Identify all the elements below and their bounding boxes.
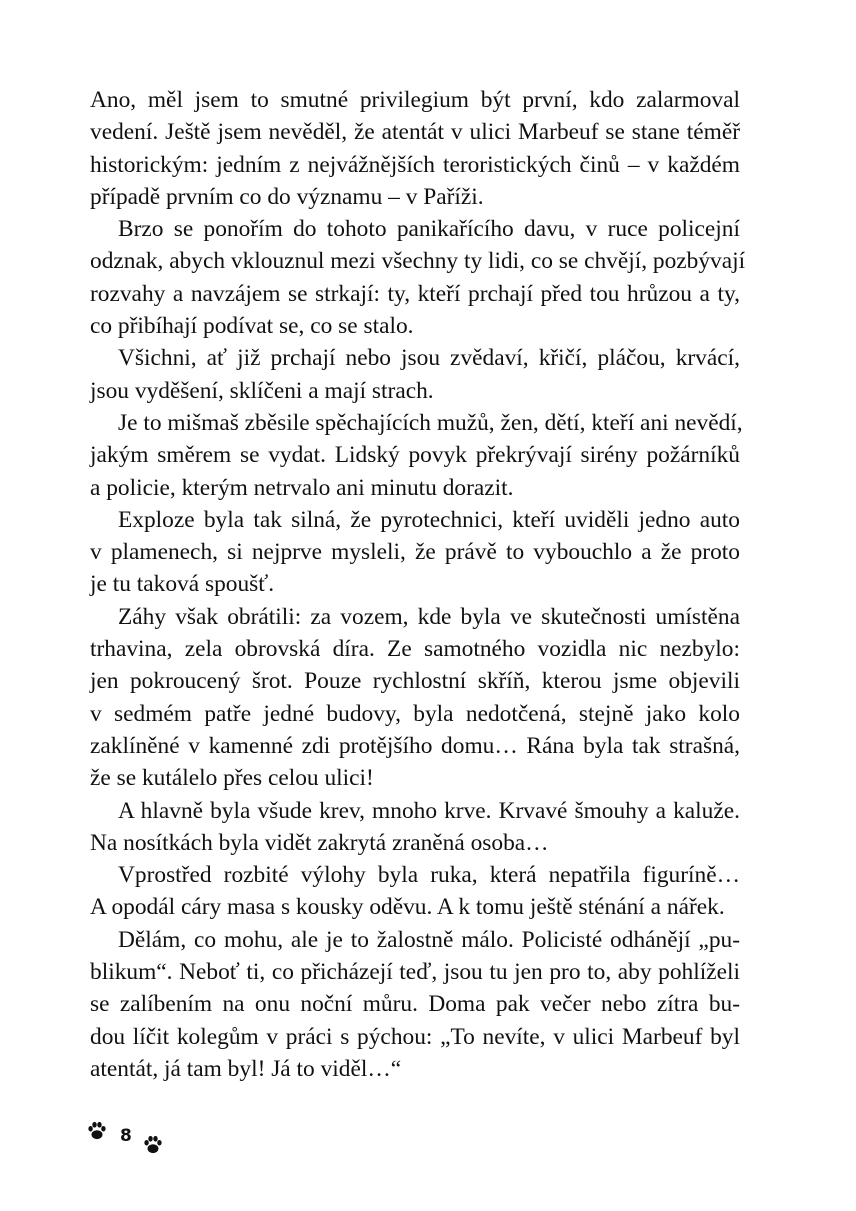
text-line: je tu taková spoušť.	[90, 571, 275, 598]
text-line: rozvahy a navzájem se strkají: ty, kteří prchají před tou hrůzou a ty,	[90, 280, 740, 307]
text-line: jakým směrem se vydat. Lidský povyk překrývají sirény požárníků	[90, 442, 740, 469]
text-line: v sedmém patře jedné budovy, byla nedotčená, stejně jako kolo	[90, 700, 740, 727]
body-text	[90, 84, 746, 1085]
text-line: se zalíbením na onu noční můru. Doma pak večer nebo zítra bu-	[90, 991, 740, 1018]
text-line: blikum“. Neboť ti, co přicházejí teď, jsou tu jen pro to, aby pohlíželi	[90, 959, 740, 986]
text-line: Ano, měl jsem to smutné privilegium být první, kdo zalarmoval	[90, 87, 740, 113]
text-line: co přibíhají podívat se, co se stalo.	[90, 313, 414, 340]
paragraph	[90, 84, 740, 213]
text-line: A opodál cáry masa s kousky oděvu. A k tomu ještě sténání a nářek.	[90, 894, 725, 921]
text-line: dou líčit kolegům v práci s pýchou: „To nevíte, v ulici Marbeuf byl	[90, 1023, 740, 1050]
text-line: Všichni, ať již prchají nebo jsou zvědaví, křičí, pláčou, krvácí,	[118, 345, 740, 372]
paw-print-icon	[142, 1134, 164, 1156]
text-line: odznak, abych vklouznul mezi všechny ty lidi, co se chvějí, pozbývají	[90, 248, 746, 275]
text-line: Je to mišmaš zběsile spěchajících mužů, žen, dětí, kteří ani nevědí,	[118, 409, 743, 436]
text-line: v plamenech, si nejprve mysleli, že právě to vybouchlo a že proto	[90, 539, 740, 566]
text-line: případě prvním co do významu – v Paříži.	[90, 183, 484, 210]
text-line: Exploze byla tak silná, že pyrotechnici, kteří uviděli jedno auto	[118, 506, 740, 533]
text-line: atentát, já tam byl! Já to viděl…“	[90, 1055, 402, 1082]
paragraph	[90, 859, 740, 924]
text-line: vedení. Ještě jsem nevěděl, že atentát v ulici Marbeuf se stane téměř	[90, 119, 740, 146]
text-line: Záhy však obrátili: za vozem, kde byla ve skutečnosti umístěna	[118, 603, 740, 630]
text-line: že se kutálelo přes celou ulici!	[90, 765, 374, 792]
text-line: historickým: jedním z nejvážnějších teroristických činů – v každém	[90, 151, 740, 178]
paw-print-icon	[86, 1120, 108, 1142]
paragraph	[90, 213, 746, 342]
text-line: jsou vyděšení, sklíčeni a mají strach.	[90, 377, 434, 404]
text-line: Dělám, co mohu, ale je to žalostně málo. Policisté odhánějí „pu-	[118, 926, 740, 953]
paragraph	[90, 601, 740, 795]
text-line: Vprostřed rozbité výlohy byla ruka, která nepatřila figuríně…	[118, 862, 740, 889]
paragraph	[90, 342, 740, 407]
text-line: Na nosítkách byla vidět zakrytá zraněná osoba…	[90, 829, 549, 856]
paragraph	[90, 795, 740, 860]
paragraph	[90, 407, 743, 504]
page-footer	[86, 1118, 206, 1158]
text-line: zaklíněné v kamenné zdi protějšího domu… Rána byla tak strašná,	[90, 732, 740, 759]
paragraph	[90, 924, 740, 1085]
text-line: trhavina, zela obrovská díra. Ze samotného vozidla nic nezbylo:	[90, 636, 740, 663]
text-line: a policie, kterým netrvalo ani minutu dorazit.	[90, 474, 514, 501]
text-line: A hlavně byla všude krev, mnoho krve. Krvavé šmouhy a kaluže.	[118, 797, 740, 824]
text-line: Brzo se ponořím do tohoto panikařícího davu, v ruce policejní	[118, 216, 740, 243]
paragraph	[90, 504, 740, 601]
page-number: 8	[120, 1126, 132, 1146]
text-line: jen pokroucený šrot. Pouze rychlostní skříň, kterou jsme objevili	[90, 668, 740, 695]
